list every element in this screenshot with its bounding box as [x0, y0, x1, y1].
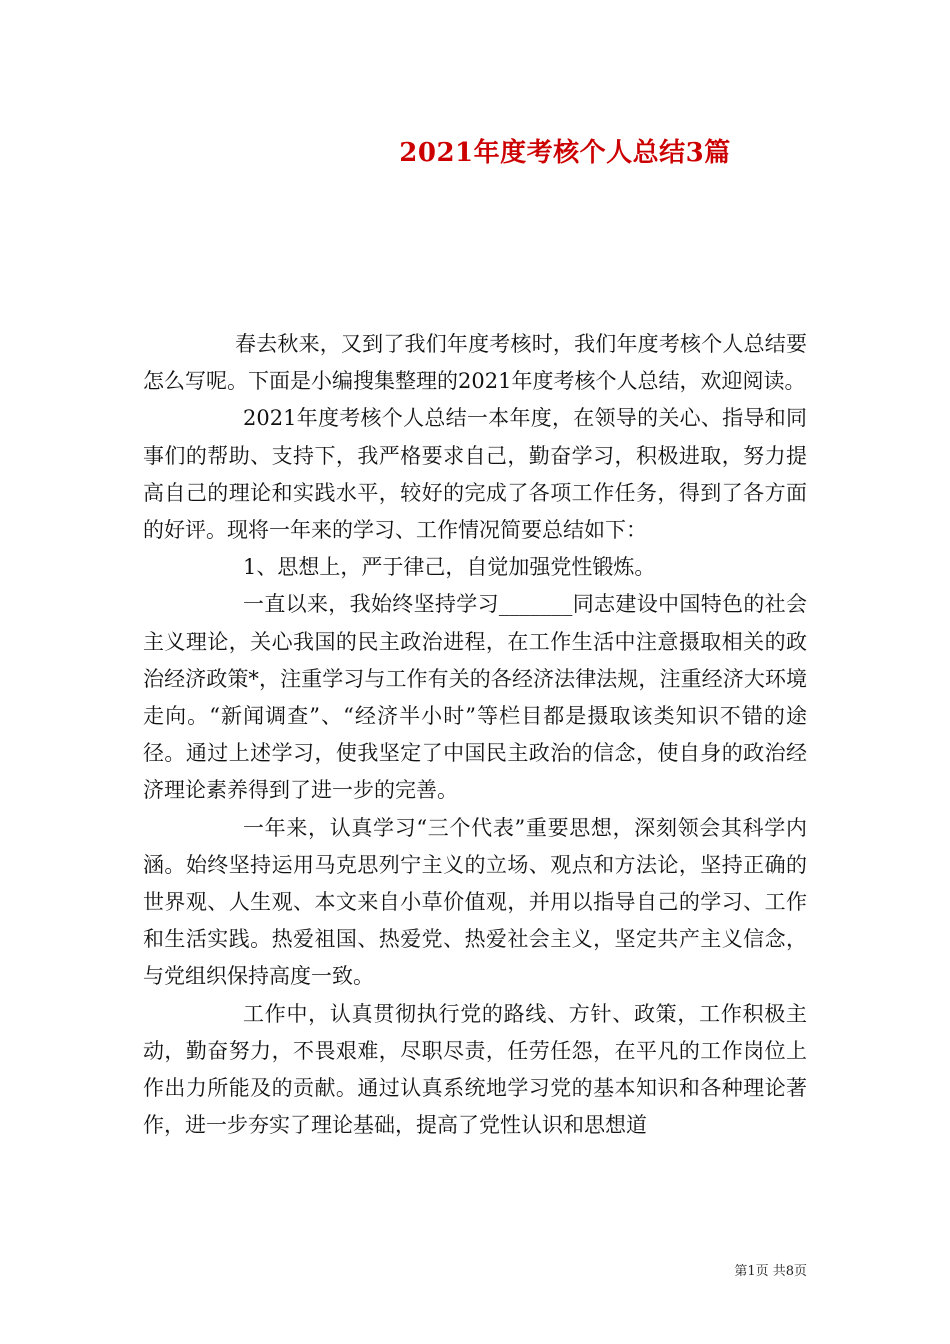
paragraph-summary-one: 2021年度考核个人总结一本年度，在领导的关心、指导和同事们的帮助、支持下，我严格要求自己，勤奋学习，积极进取，努力提高自己的理论和实践水平，较好的完成了各项工作任务，得到了各方面的好评。现将一年来的学习、工作情况简要总结如下： [143, 406, 807, 543]
document-body [143, 326, 807, 1144]
document-title [0, 132, 950, 169]
paragraph-heading-1: 1、思想上，严于律己，自觉加强党性锻炼。 [243, 555, 656, 580]
paragraph-intro: 春去秋来，又到了我们年度考核时，我们年度考核个人总结要怎么写呢。下面是小编搜集整理的2021年度考核个人总结，欢迎阅读。 [143, 332, 807, 394]
paragraph-three-represents: 一年来，认真学习“三个代表”重要思想，深刻领会其科学内涵。始终坚持运用马克思列宁主义的立场、观点和方法论，坚持正确的世界观、人生观、本文来自小草价值观，并用以指导自己的学习、工作和生活实践。热爱祖国、热爱党、热爱社会主义，坚定共产主义信念，与党组织保持高度一致。 [143, 815, 807, 989]
paragraph-work: 工作中，认真贯彻执行党的路线、方针、政策，工作积极主动，勤奋努力，不畏艰难，尽职尽责，任劳任怨，在平凡的工作岗位上作出力所能及的贡献。通过认真系统地学习党的基本知识和各种理论著作，进一步夯实了理论基础，提高了党性认识和思想道 [143, 1001, 807, 1138]
document-title-text: 2021年度考核个人总结3篇 [399, 138, 731, 168]
page-number: 第1页 共8页 [734, 1264, 807, 1279]
paragraph-study: 一直以来，我始终坚持学习_______同志建设中国特色的社会主义理论，关心我国的民主政治进程，在工作生活中注意摄取相关的政治经济政策*，注重学习与工作有关的各经济法律法规，注重经济大环境走向。“新闻调查”、“经济半小时”等栏目都是摄取该类知识不错的途径。通过上述学习，使我坚定了中国民主政治的信念，使自身的政治经济理论素养得到了进一步的完善。 [143, 592, 807, 803]
